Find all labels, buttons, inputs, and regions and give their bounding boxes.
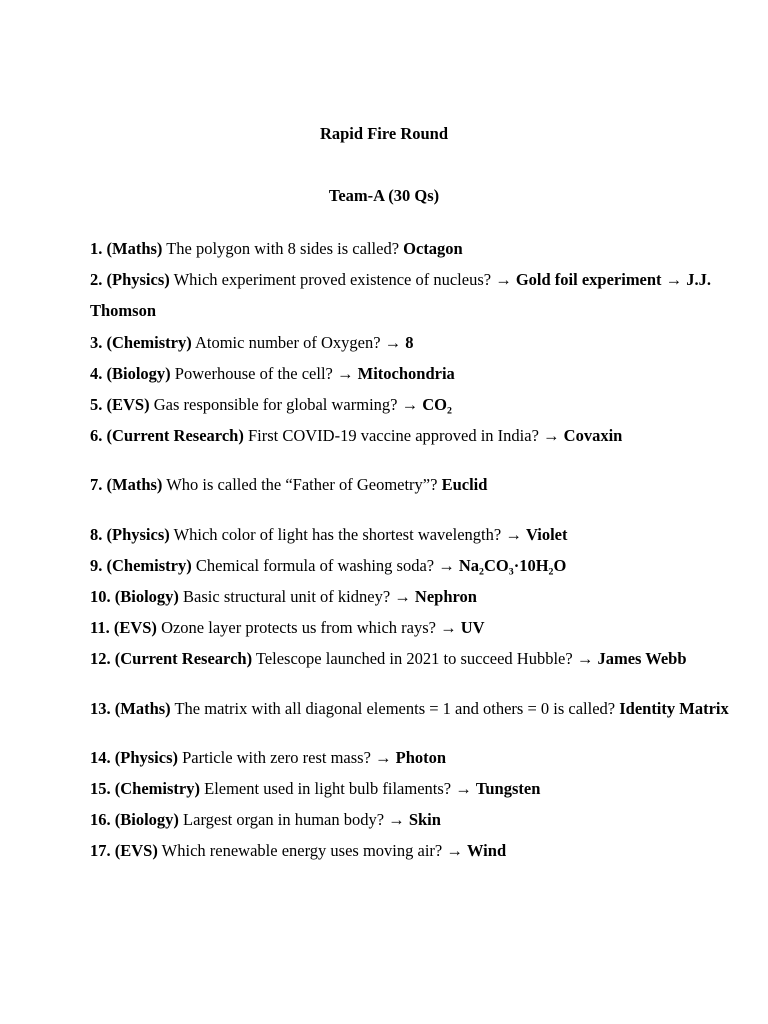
question-number: 16. <box>90 810 111 830</box>
question-subject: (EVS) <box>113 618 157 638</box>
question-answer: Covaxin <box>563 426 623 446</box>
question-9 <box>90 550 730 581</box>
question-4 <box>90 358 730 389</box>
question-subject: (Maths) <box>114 698 171 718</box>
question-number: 12. <box>90 649 111 669</box>
question-answer: Tungsten <box>475 779 541 799</box>
question-text: Atomic number of Oxygen? → <box>191 332 406 352</box>
document-title: Rapid Fire Round <box>319 124 449 143</box>
question-subject: (Physics) <box>114 747 178 767</box>
question-text: Chemical formula of washing soda? → <box>191 555 459 575</box>
question-text: First COVID-19 vaccine approved in India? → <box>243 426 564 446</box>
question-2 <box>90 264 730 326</box>
question-17 <box>90 835 730 866</box>
question-text: The polygon with 8 sides is called? <box>162 239 404 258</box>
question-subject: (Maths) <box>106 239 163 258</box>
question-subject: (Chemistry) <box>106 555 192 575</box>
question-subject: (Biology) <box>106 363 171 383</box>
question-subject: (Chemistry) <box>106 332 192 352</box>
question-answer: 8 <box>405 332 414 352</box>
question-text: Which experiment proved existence of nucleus? → <box>169 270 516 290</box>
question-16 <box>90 804 730 835</box>
question-6 <box>90 420 730 451</box>
question-answer: Na₂CO₃·10H₂O <box>458 555 567 575</box>
question-text: Gas responsible for global warming? → <box>149 395 423 415</box>
question-subject: (EVS) <box>114 841 158 861</box>
question-answer: Wind <box>466 841 507 861</box>
team-heading: Team-A (30 Qs) <box>328 186 440 205</box>
question-number: 2. <box>90 270 103 290</box>
question-number: 14. <box>90 747 111 767</box>
question-answer: Nephron <box>414 587 477 607</box>
question-number: 4. <box>90 363 103 383</box>
question-text: Largest organ in human body? → <box>178 810 409 830</box>
question-answer: Octagon <box>403 239 463 258</box>
question-text: Who is called the “Father of Geometry”? <box>162 475 442 495</box>
question-answer: Gold foil experiment → J.J. Thomson <box>90 270 712 321</box>
question-number: 8. <box>90 524 103 544</box>
question-number: 13. <box>90 698 111 718</box>
question-text: Telescope launched in 2021 to succeed Hubble? → <box>252 649 598 669</box>
question-number: 9. <box>90 555 103 575</box>
question-answer: CO₂ <box>422 395 452 415</box>
question-11 <box>90 612 730 643</box>
question-text: Element used in light bulb filaments? → <box>199 779 476 799</box>
question-answer: Photon <box>395 747 447 767</box>
question-number: 7. <box>90 475 103 495</box>
question-text: Particle with zero rest mass? → <box>178 747 396 767</box>
question-answer: Mitochondria <box>357 363 455 383</box>
question-subject: (Current Research) <box>106 426 244 446</box>
question-subject: (Biology) <box>114 587 179 607</box>
question-7 <box>90 469 730 500</box>
question-text: The matrix with all diagonal elements = 1 and others = 0 is called? <box>170 698 620 718</box>
question-text: Which renewable energy uses moving air? → <box>157 841 467 861</box>
question-subject: (Maths) <box>106 475 163 495</box>
question-subject: (EVS) <box>106 395 150 415</box>
question-subject: (Current Research) <box>114 649 253 669</box>
question-number: 6. <box>90 426 103 446</box>
question-text: Basic structural unit of kidney? → <box>178 587 415 607</box>
question-10 <box>90 581 730 612</box>
question-subject: (Physics) <box>106 270 170 290</box>
question-13 <box>90 693 730 724</box>
question-12 <box>90 643 730 674</box>
question-14 <box>90 742 730 773</box>
question-number: 11. <box>90 618 110 638</box>
question-number: 5. <box>90 395 103 415</box>
question-number: 3. <box>90 332 103 352</box>
question-number: 15. <box>90 779 111 799</box>
question-answer: James Webb <box>597 649 687 669</box>
question-answer: UV <box>460 618 485 638</box>
question-answer: Identity Matrix <box>619 698 729 718</box>
question-text: Which color of light has the shortest wavelength? → <box>169 524 526 544</box>
question-number: 10. <box>90 587 111 607</box>
question-list <box>90 233 730 867</box>
question-5 <box>90 389 730 420</box>
question-3 <box>90 327 730 358</box>
question-text: Ozone layer protects us from which rays? → <box>156 618 461 638</box>
question-1 <box>90 233 730 264</box>
question-8 <box>90 519 730 550</box>
question-number: 17. <box>90 841 111 861</box>
question-answer: Violet <box>525 524 568 544</box>
question-subject: (Physics) <box>106 524 170 544</box>
question-subject: (Chemistry) <box>114 779 200 799</box>
question-text: Powerhouse of the cell? → <box>170 363 358 383</box>
question-15 <box>90 773 730 804</box>
question-answer: Skin <box>408 810 441 830</box>
question-answer: Euclid <box>441 475 488 495</box>
question-subject: (Biology) <box>114 810 179 830</box>
question-number: 1. <box>90 239 103 258</box>
